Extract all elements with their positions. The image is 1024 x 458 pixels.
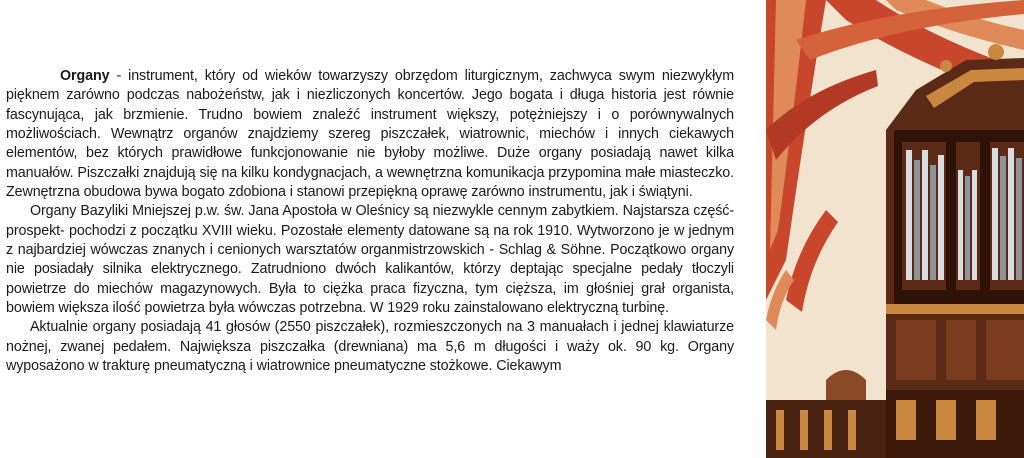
paragraph-lead-word: Organy: [60, 68, 110, 84]
paragraph-1-text: - instrument, który od wieków towarzyszy obrzędom liturgicznym, zachwyca swym niezwykłym pięknem zarówno podczas nabożeństw, jak i niezliczonych koncertów. Jego bogata i długa historia jest równie fascynująca, jak brzmienie. Trudno bowiem znaleźć instrument większy, potężniejszy i o porównywalnych możliwościach. Wewnątrz organów znajdziemy szereg piszczałek, wiatrownic, miechów i innych ciekawych elementów, bez których prawidłowe funkcjonowanie nie byłoby możliwe. Duże organy posiadają nawet kilka manuałów. Piszczałki znajdują się na kilku kondygnacjach, a wewnętrzna komunikacja przypomina małe miasteczko. Zewnętrzna obudowa bywa bogato zdobiona i stanowi przepiękną oprawę zarówno instrumentu, jak i świątyni.: [6, 68, 734, 201]
paragraph-3: Aktualnie organy posiadają 41 głosów (2550 piszczałek), rozmieszczonych na 3 manuałach i jednej klawiaturze nożnej, zwanej pedałem. Największa piszczałka (drewniana) ma 5,6 m długości i waży ok. 90 kg. Organy wyposażono w trakturę pneumatyczną i wiatrownice pneumatyczne stożkowe. Ciekawym: [6, 319, 734, 375]
article-text: [6, 67, 734, 377]
paragraph-2: Organy Bazyliki Mniejszej p.w. św. Jana Apostoła w Oleśnicy są niezwykle cennym zabytkiem. Najstarsza część- prospekt- pochodzi z początku XVIII wieku. Pozostałe elementy datowane są na rok 1910. Wytworzono je w jednym z najbardziej wówczas znanych i cenionych warsztatów organmistrzowskich - Schlag & Söhne. Początkowo organy nie posiadały silnika elektrycznego. Zatrudniono dwóch kalikantów, którzy deptając specjalne pedały tłoczyli powietrze do miechów magazynowych. Była to ciężka praca fizyczna, tym cięższa, im głośniej grał organista, bowiem większa ilość powietrza była wówczas potrzebna. W 1929 roku zainstalowano elektryczną turbinę.: [6, 203, 734, 317]
organ-illustration-svg: [766, 0, 1024, 458]
organ-illustration: [766, 0, 1024, 458]
paragraph-1: [6, 67, 734, 202]
